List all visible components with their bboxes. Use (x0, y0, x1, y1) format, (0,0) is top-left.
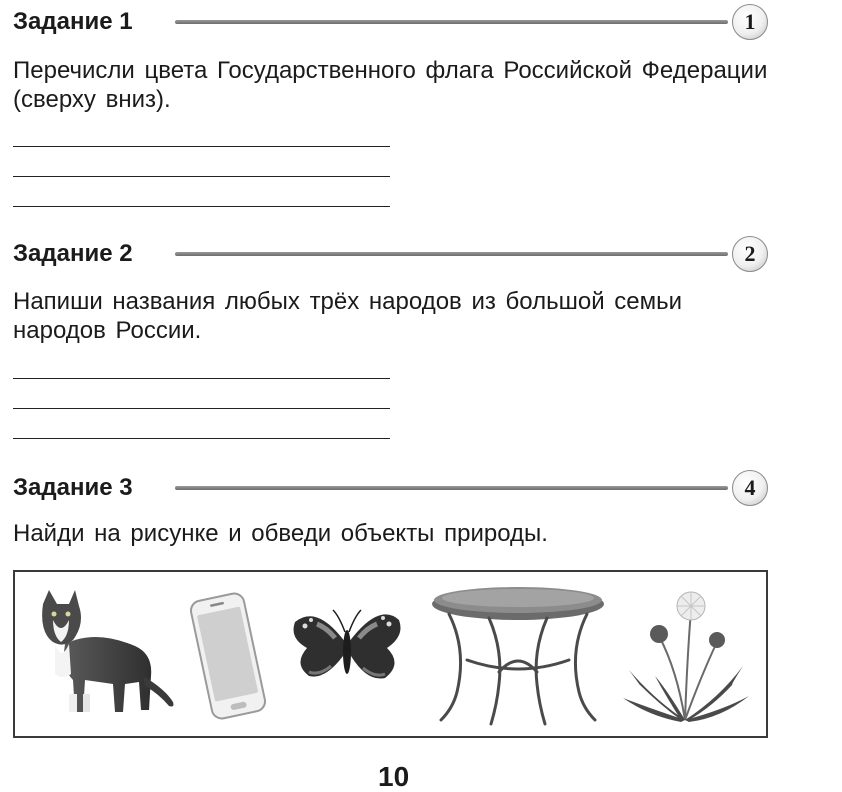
butterfly-picture[interactable] (287, 594, 407, 704)
task-3-points-badge: 4 (732, 470, 768, 506)
task-2-points-badge: 2 (732, 236, 768, 272)
task-2-header (13, 238, 768, 270)
task-3-text: Найди на рисунке и обведи объекты природы. (13, 520, 548, 547)
task-3-title: Задание 3 (13, 474, 133, 501)
pictures-frame (13, 570, 768, 738)
task-2-answer-line-2[interactable] (13, 408, 390, 409)
task-2-text: Напиши названия любых трёх народов из большой семьи народов России. (13, 288, 683, 344)
task-2-title: Задание 2 (13, 240, 133, 267)
cat-picture[interactable] (25, 584, 175, 724)
task-1-answer-line-3[interactable] (13, 206, 390, 207)
task-1-answer-line-2[interactable] (13, 176, 390, 177)
smartphone-picture[interactable] (183, 590, 273, 722)
task-2-divider (175, 252, 728, 256)
dandelion-picture[interactable] (615, 580, 755, 730)
task-2-answer-line-1[interactable] (13, 378, 390, 379)
task-1-divider (175, 20, 728, 24)
task-1-answer-line-1[interactable] (13, 146, 390, 147)
task-1-points-badge: 1 (732, 4, 768, 40)
page-number: 10 (378, 761, 410, 792)
task-1-text: Перечисли цвета Государственного флага Российской Федерации (сверху вниз). (13, 57, 768, 113)
table-picture[interactable] (427, 580, 609, 730)
task-3-header (13, 472, 768, 504)
task-3-divider (175, 486, 728, 490)
task-1-header (13, 6, 768, 38)
task-1-title: Задание 1 (13, 8, 133, 35)
task-2-answer-line-3[interactable] (13, 438, 390, 439)
